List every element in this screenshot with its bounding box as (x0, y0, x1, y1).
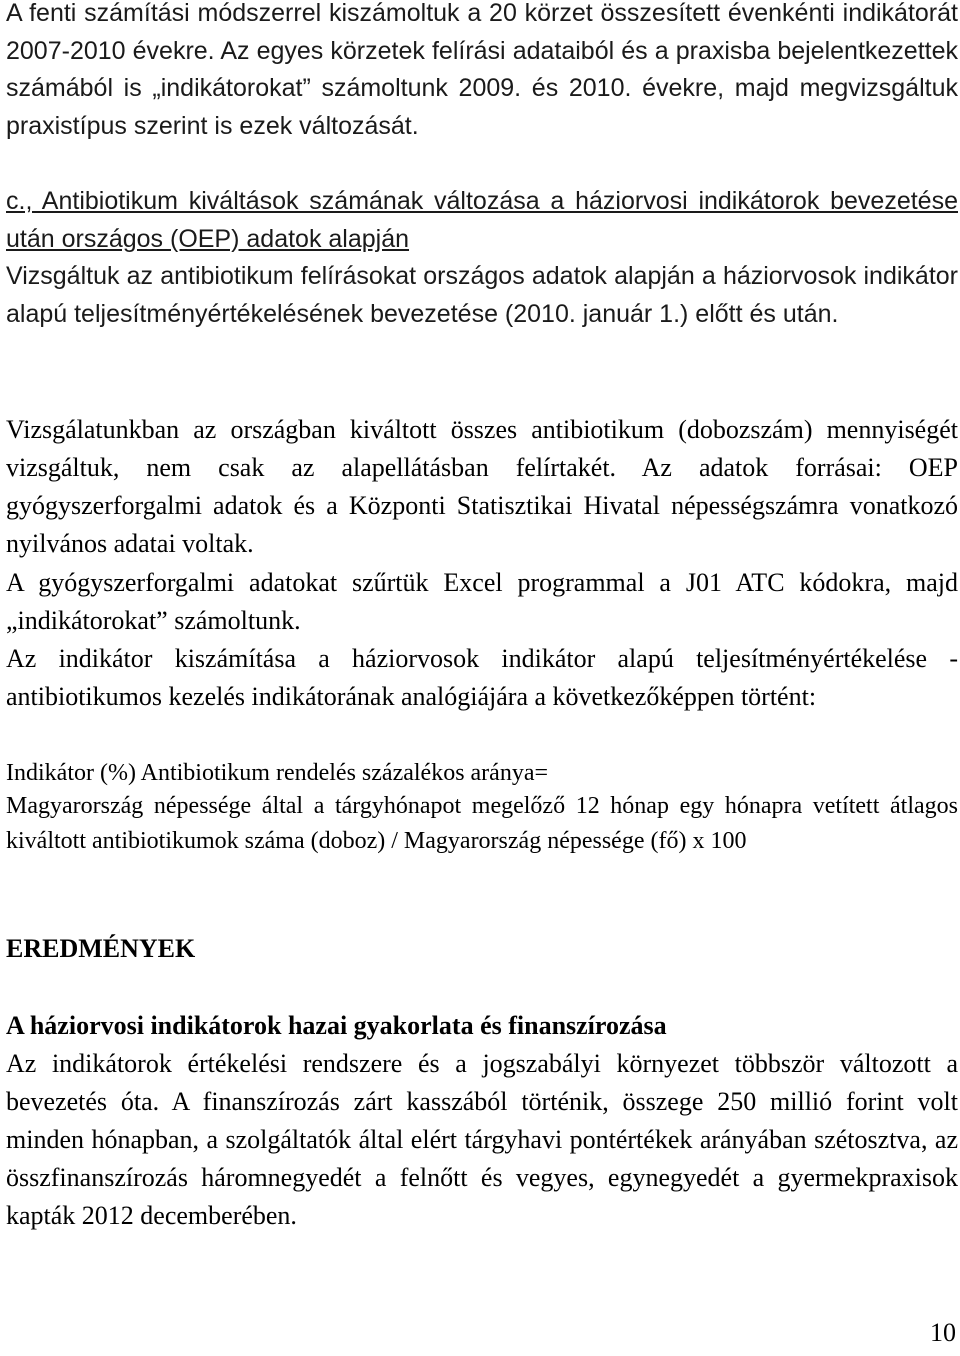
formula-body: Magyarország népessége által a tárgyhónapot megelőző 12 hónap egy hónapra vetített átlagos kiváltott antibiotikumok száma (doboz) / Magyarország népessége (fő) x 100 (6, 793, 958, 854)
intro-paragraph: A fenti számítási módszerrel kiszámoltuk a 20 körzet összesített évenkénti indikátorát 2007-2010 évekre. Az egyes körzetek felírási adataiból és a praxisba bejelentkezettek számából is „indikátorokat” számoltunk 2009. és 2010. évekre, majd megvizsgáltuk praxistípus szerint is ezek változását. (6, 0, 958, 140)
subsection-paragraph: Az indikátorok értékelési rendszere és a jogszabályi környezet többször változott a bevezetés óta. A finanszírozás zárt kasszából történik, összege 250 millió forint volt minden hónapban, a szolgáltatók által elért tárgyhavi pontértékek arányában szétosztva, az összfinanszírozás háromnegyedét a felnőtt és vegyes, egynegyedét a gyermekpraxisok kapták 2012 decemberében. (6, 1049, 958, 1230)
formula-title: Indikátor (%) Antibiotikum rendelés százalékos aránya= (6, 760, 549, 786)
excel-paragraph: A gyógyszerforgalmi adatokat szűrtük Excel programmal a J01 ATC kódokra, majd „indikátorokat” számoltunk. (6, 568, 958, 635)
section-c-heading: c., Antibiotikum kiváltások számának változása a háziorvosi indikátorok bevezetése után országos (OEP) adatok alapján (6, 187, 958, 253)
indicator-calc-paragraph: Az indikátor kiszámítása a háziorvosok indikátor alapú teljesítményértékelése - antibiotikumos kezelés indikátorának analógiájára a következőképpen történt: (6, 644, 958, 711)
section-c-intro: Vizsgáltuk az antibiotikum felírásokat országos adatok alapján a háziorvosok indikátor alapú teljesítményértékelésének bevezetése (2010. január 1.) előtt és után. (6, 262, 958, 328)
results-heading: EREDMÉNYEK (6, 934, 196, 963)
method-paragraph: Vizsgálatunkban az országban kiváltott összes antibiotikum (dobozszám) mennyiségét vizsgáltuk, nem csak az alapellátásban felírtakét. Az adatok forrásai: OEP gyógyszerforgalmi adatok és a Központi Statisztikai Hivatal népességszámra vonatkozó nyilvános adatai voltak. (6, 415, 958, 558)
page-number: 10 (930, 1318, 956, 1347)
subsection-heading: A háziorvosi indikátorok hazai gyakorlata és finanszírozása (6, 1011, 667, 1040)
